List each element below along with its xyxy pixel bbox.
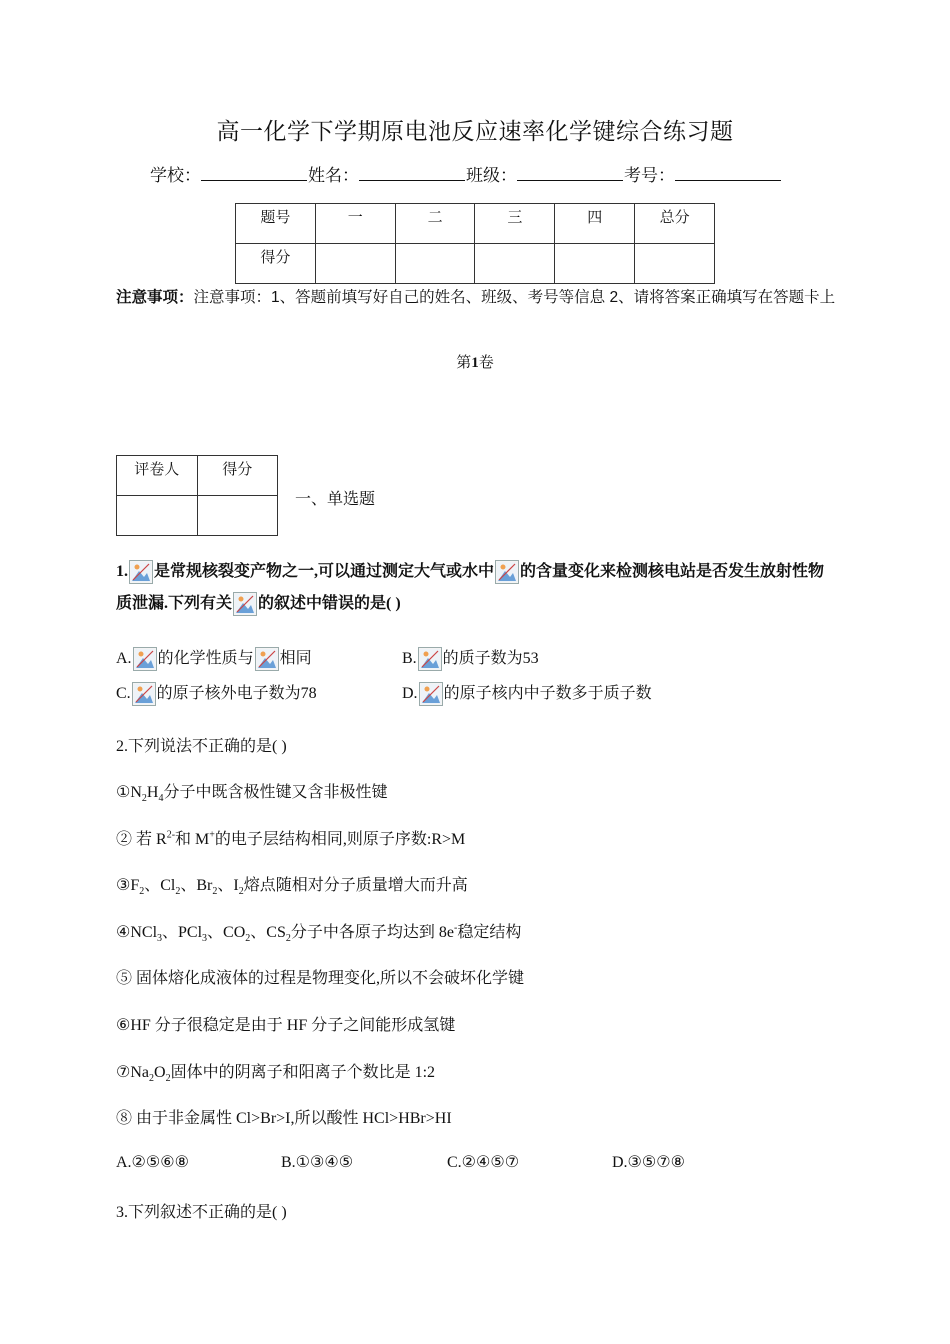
name-label: 姓名：	[308, 166, 359, 185]
q2-option-c[interactable]: C.②④⑤⑦	[447, 1154, 520, 1171]
isotope-image-icon	[133, 647, 157, 671]
score-header: 题号	[236, 204, 316, 244]
statement-3: $③F_2$、$Cl_2$、$Br_2$、$I_2$熔点随相对分子质量增大而升高	[116, 877, 468, 898]
isotope-image-icon	[495, 560, 519, 584]
statement-1: $①N_2H_4$分子中既含极性键又含非极性键	[116, 784, 388, 805]
q2-option-b[interactable]: B.①③④⑤	[281, 1154, 354, 1171]
score-table	[235, 203, 715, 284]
option-b[interactable]: B. 的质子数为53	[402, 645, 539, 671]
score-cell[interactable]	[315, 244, 395, 284]
score-cell[interactable]	[395, 244, 475, 284]
question-3-stem: 3.下列叙述不正确的是( )	[116, 1204, 287, 1221]
q2-option-d[interactable]: D.③⑤⑦⑧	[612, 1154, 685, 1171]
section-title: 一、单选题	[295, 491, 376, 508]
isotope-image-icon	[132, 682, 156, 706]
name-blank[interactable]	[359, 162, 465, 181]
score-row-label: 得分	[236, 244, 316, 284]
grader-header: 评卷人	[117, 456, 198, 496]
isotope-image-icon	[129, 560, 153, 584]
statement-4: ④NCl$_3$、PCl$_3$、$CO_2$、$CS_2$分子中各原子均达到 8e-稳定结构	[116, 922, 522, 945]
isotope-image-icon	[233, 592, 257, 616]
isotope-image-icon	[255, 647, 279, 671]
score-header: 总分	[635, 204, 715, 244]
notice-label: 注意事项：	[116, 289, 194, 306]
number-blank[interactable]	[675, 162, 781, 181]
score-header: 三	[475, 204, 555, 244]
score-cell[interactable]	[555, 244, 635, 284]
score-header: 二	[395, 204, 475, 244]
school-label: 学校：	[150, 166, 201, 185]
statement-5: ⑤ 固体熔化成液体的过程是物理变化,所以不会破坏化学键	[116, 970, 525, 987]
score-cell[interactable]	[635, 244, 715, 284]
statement-7: $⑦Na_2O_2$固体中的阴离子和阳离子个数比是 1:2	[116, 1064, 436, 1085]
school-blank[interactable]	[201, 162, 307, 181]
score-header: 一	[315, 204, 395, 244]
volume-label: 第1卷	[456, 355, 494, 371]
student-info-line	[150, 161, 782, 186]
class-blank[interactable]	[517, 162, 623, 181]
exam-title: 高一化学下学期原电池反应速率化学键综合练习题	[216, 119, 734, 144]
notice-text: 注意事项：1、答题前填写好自己的姓名、班级、考号等信息 2、请将答案正确填写在答题卡上	[193, 289, 836, 306]
statement-2: ② 若 $R^{2-}$和 M+的电子层结构相同,则原子序数:R>M	[116, 829, 466, 848]
q2-option-a[interactable]: A.②⑤⑥⑧	[116, 1154, 189, 1171]
score-cell[interactable]	[475, 244, 555, 284]
grader-header: 得分	[197, 456, 278, 496]
question-2-stem: 2.下列说法不正确的是( )	[116, 738, 287, 755]
number-label: 考号：	[624, 166, 675, 185]
grader-cell[interactable]	[197, 496, 278, 536]
isotope-image-icon	[419, 682, 443, 706]
statement-8: ⑧ 由于非金属性 Cl>Br>I,所以酸性 HCl>HBr>HI	[116, 1110, 452, 1127]
grader-table	[116, 455, 278, 536]
score-header: 四	[555, 204, 635, 244]
class-label: 班级：	[466, 166, 517, 185]
option-d[interactable]: D. 的原子核内中子数多于质子数	[402, 680, 652, 706]
grader-cell[interactable]	[117, 496, 198, 536]
statement-6: ⑥HF 分子很稳定是由于 HF 分子之间能形成氢键	[116, 1017, 456, 1034]
option-c[interactable]: C. 的原子核外电子数为78	[116, 680, 317, 706]
isotope-image-icon	[418, 647, 442, 671]
option-a[interactable]: A. 的化学性质与 相同	[116, 645, 312, 671]
question-1: 1. 是常规核裂变产物之一,可以通过测定大气或水中 的含量变化来检测核电站是否发生放射性物质泄漏.下列有关 的叙述中错误的是( )	[116, 556, 836, 620]
notice	[116, 284, 836, 311]
